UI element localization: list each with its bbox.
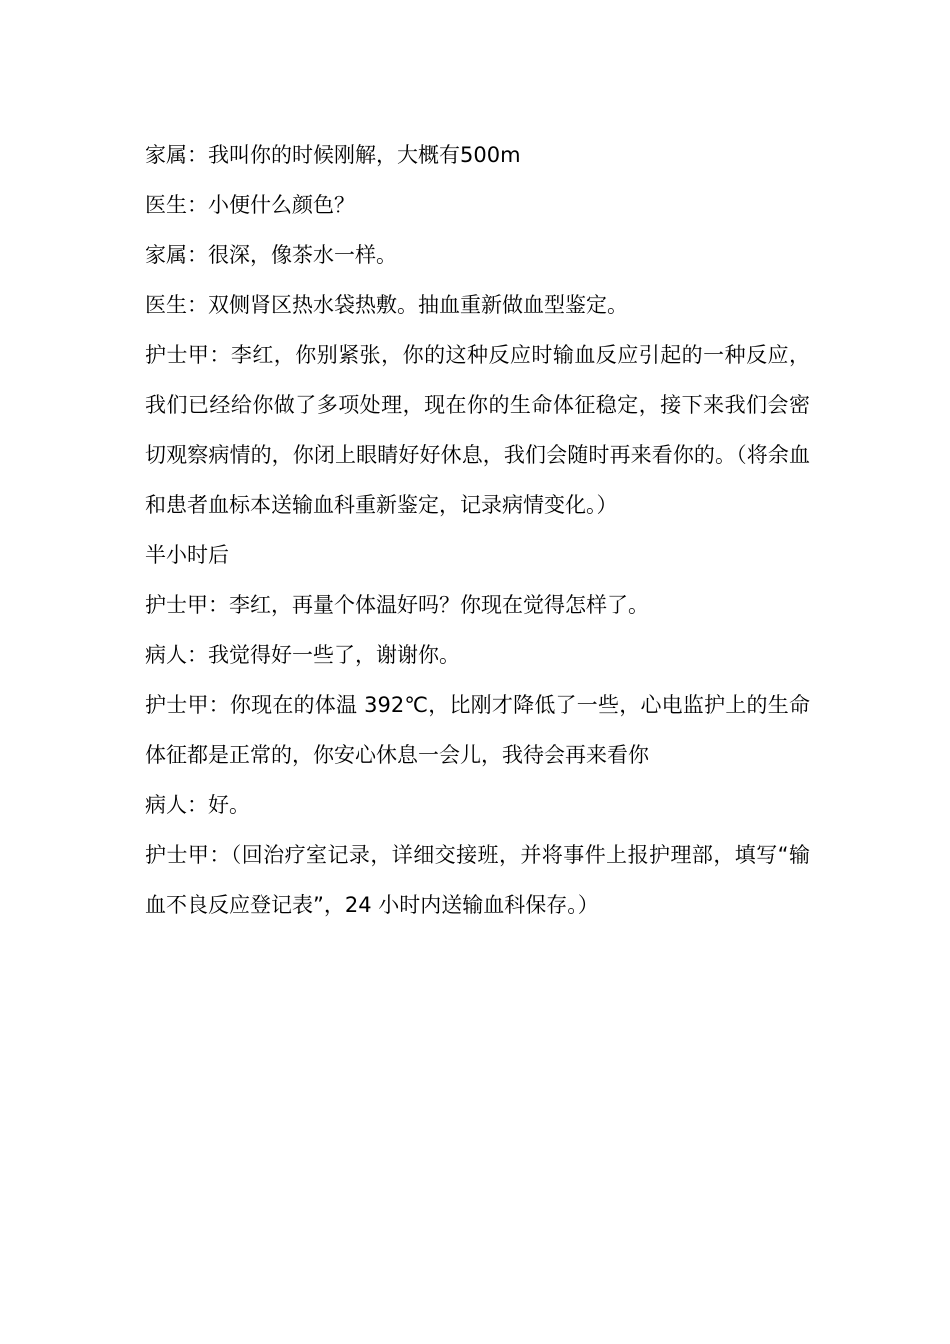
paragraph-family-tea-color: 家属：很深，像茶水一样。 [145,243,397,267]
paragraph-nurse-vitals-normal: 护士甲：你现在的体温 392℃，比刚才降低了一些，心电监护上的生命体征都是正常的，你安心休息一会儿，我待会再来看你 [145,693,810,767]
paragraph-half-hour-later: 半小时后 [145,543,229,567]
paragraph-doctor-urine-color: 医生：小便什么颜色？ [145,193,355,217]
dialogue-text [145,130,810,930]
paragraph-patient-ok: 病人：好。 [145,793,250,817]
paragraph-family-urine-time: 家属：我叫你的时候刚解，大概有500m [145,143,521,167]
paragraph-nurse-reassurance: 护士甲：李红，你别紧张，你的这种反应时输血反应引起的一种反应，我们已经给你做了多项处理，现在你的生命体征稳定，接下来我们会密切观察病情的，你闭上眼睛好好休息，我们会随时再来看你的。（将余血和患者血标本送输血科重新鉴定，记录病情变化。） [145,343,810,517]
paragraph-nurse-temperature-check: 护士甲：李红，再量个体温好吗？你现在觉得怎样了。 [145,593,649,617]
paragraph-nurse-reporting: 护士甲：（回治疗室记录，详细交接班，并将事件上报护理部，填写“输血不良反应登记表”，24 小时内送输血科保存。） [145,843,810,917]
paragraph-patient-better: 病人：我觉得好一些了，谢谢你。 [145,643,460,667]
paragraph-doctor-orders: 医生：双侧肾区热水袋热敷。抽血重新做血型鉴定。 [145,293,628,317]
